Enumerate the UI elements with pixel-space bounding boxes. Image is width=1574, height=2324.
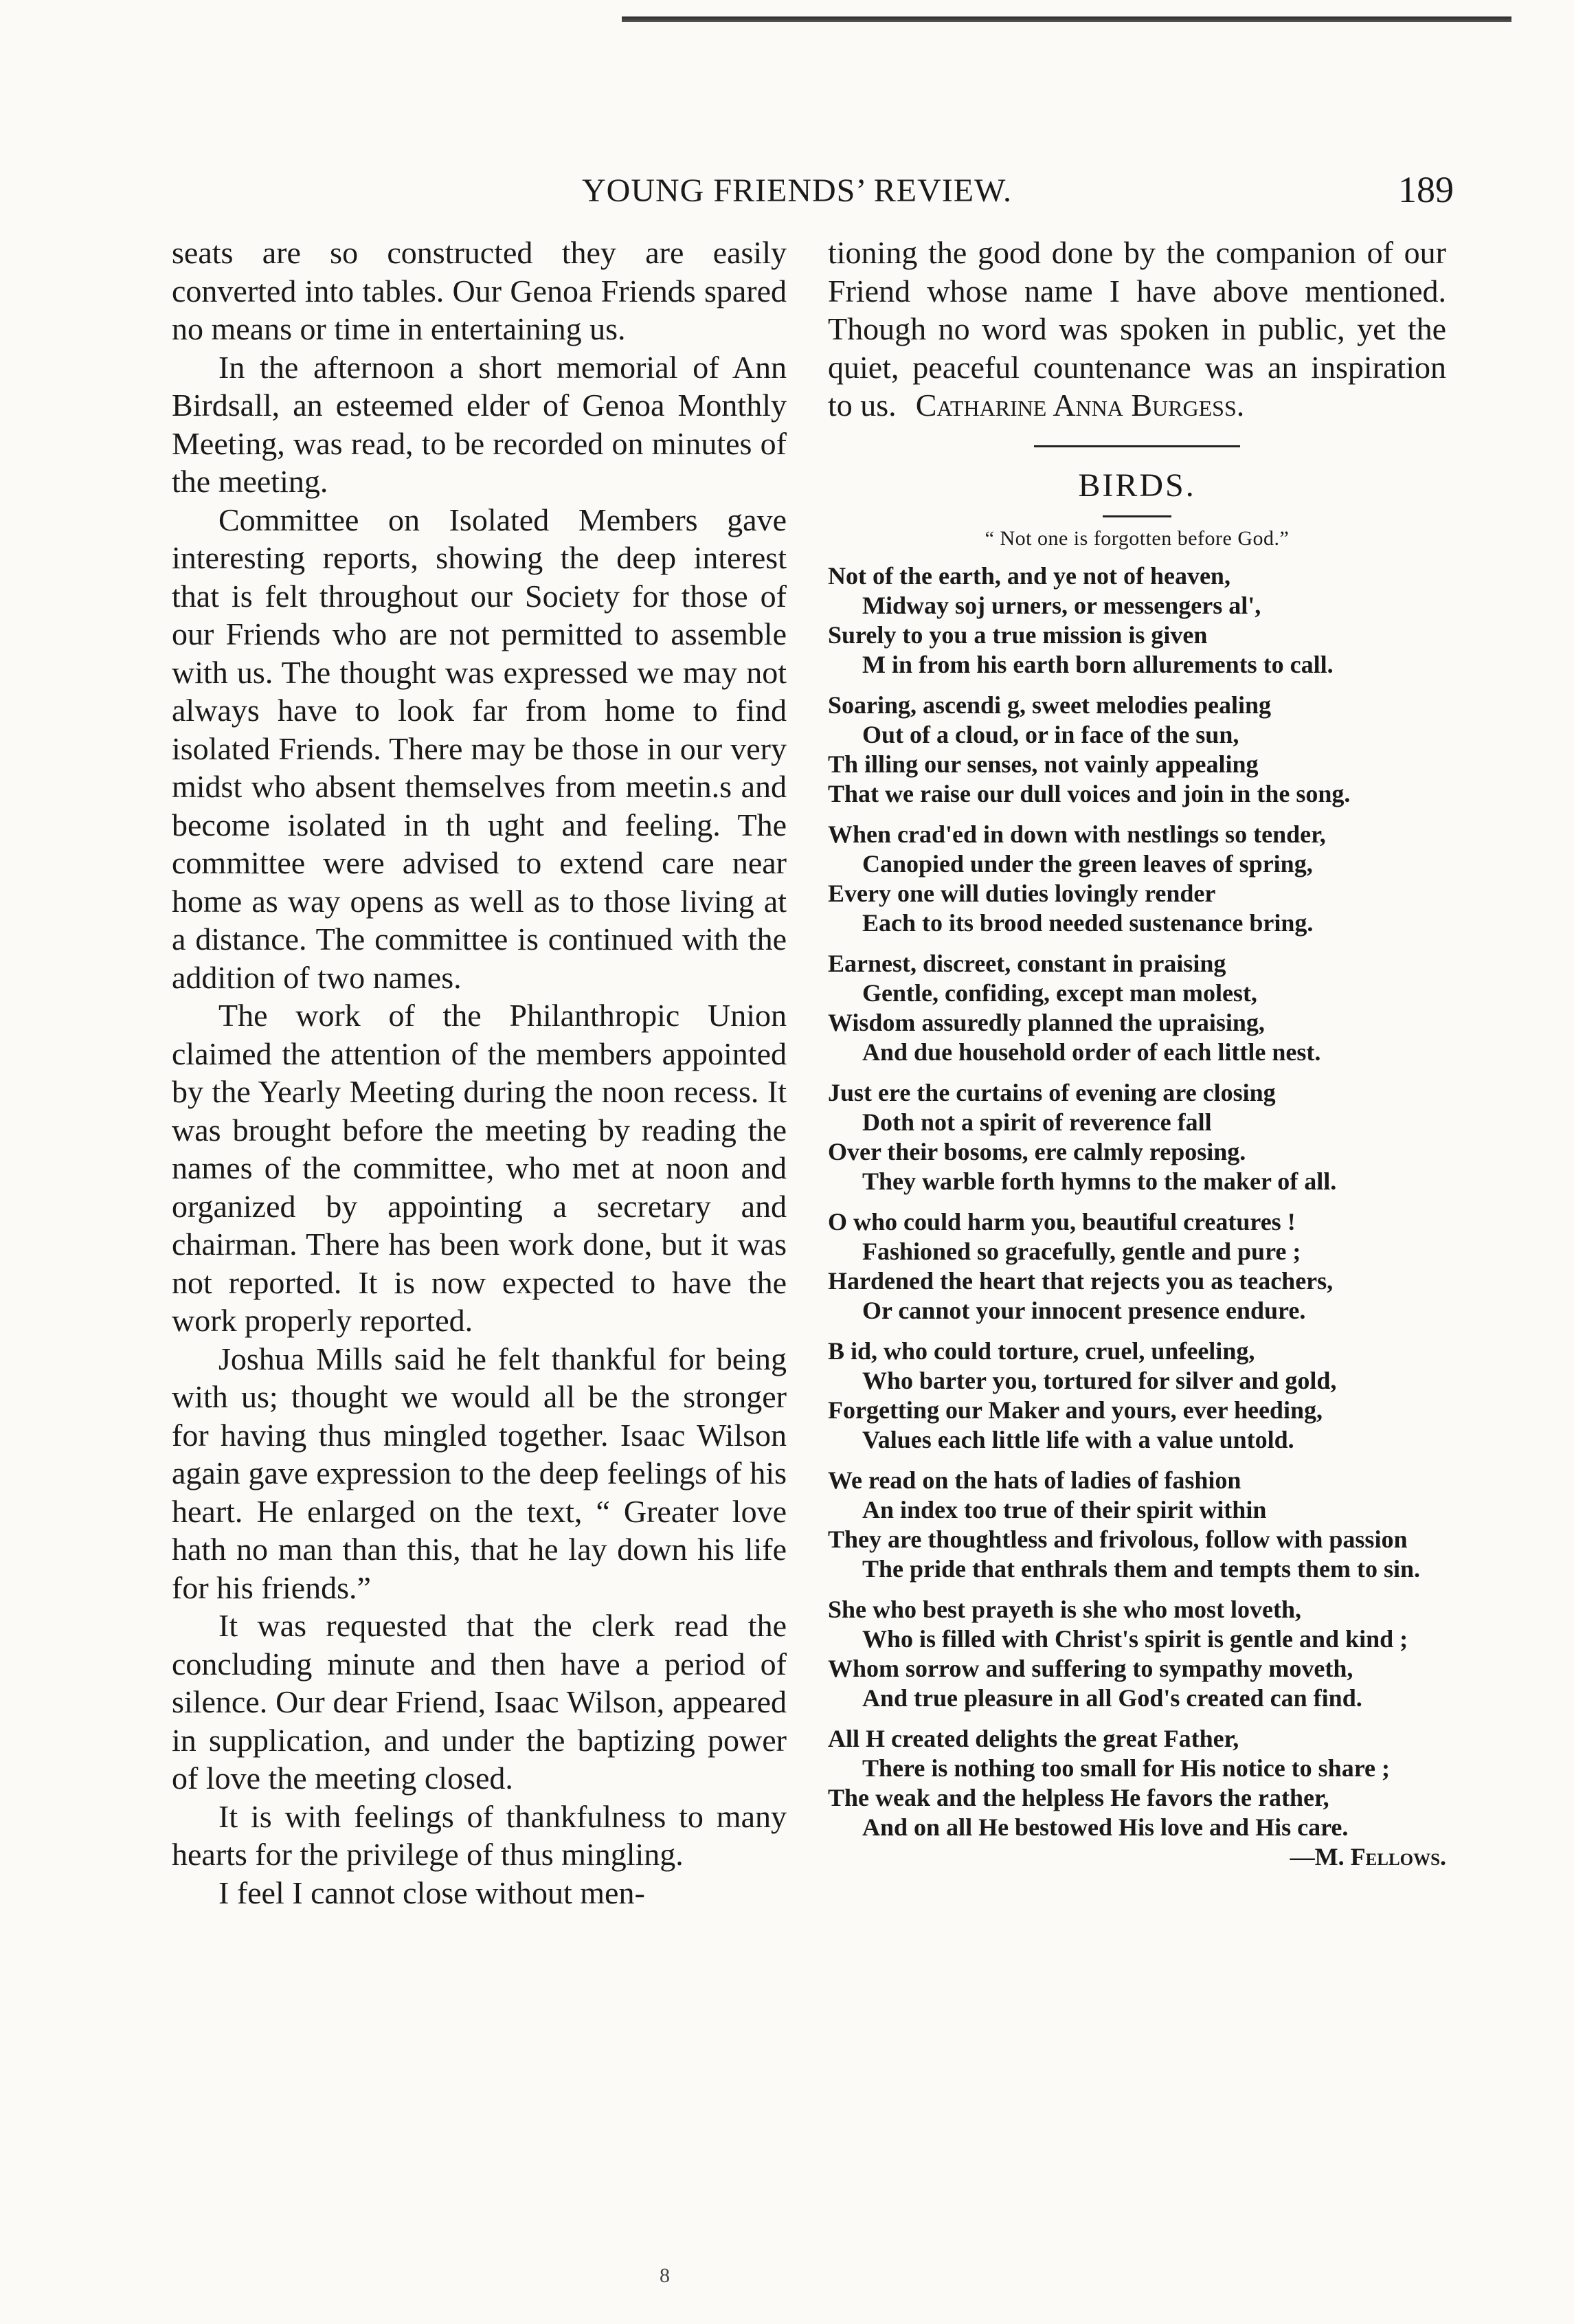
- left-column: [172, 234, 787, 1912]
- poem-line: Values each little life with a value untold.: [862, 1425, 1294, 1453]
- top-rule: [622, 16, 1511, 22]
- poem-line: Doth not a spirit of reverence fall: [862, 1108, 1212, 1136]
- stanza: [828, 691, 1446, 809]
- paragraph: seats are so constructed they are easily converted into tables. Our Genoa Friends spared no means or time in entertaining us.: [172, 235, 787, 346]
- section-divider: [1034, 445, 1240, 447]
- poem-line: Whom sorrow and suffering to sympathy moveth,: [828, 1654, 1353, 1682]
- poem-line: Gentle, confiding, except man molest,: [862, 979, 1257, 1007]
- author-row: [828, 1842, 1446, 1872]
- stanza: [828, 820, 1446, 938]
- right-column: [828, 234, 1446, 1872]
- poem-title: BIRDS.: [1078, 467, 1196, 504]
- poem-line: Wisdom assuredly planned the upraising,: [828, 1008, 1265, 1036]
- continuation-paragraph: [828, 234, 1446, 425]
- poem-line: Forgetting our Maker and yours, ever heeding,: [828, 1396, 1323, 1424]
- poem-line: We read on the hats of ladies of fashion: [828, 1466, 1241, 1494]
- poem-line: Over their bosoms, ere calmly reposing.: [828, 1137, 1246, 1165]
- poem-line: The pride that enthrals them and tempts them to sin.: [862, 1554, 1421, 1583]
- poem-line: Soaring, ascendi g, sweet melodies pealing: [828, 691, 1271, 719]
- poem-line: O who could harm you, beautiful creatures !: [828, 1207, 1296, 1236]
- poem-body: [828, 561, 1446, 1813]
- paragraph: I feel I cannot close without men-: [218, 1875, 645, 1910]
- stanza: [828, 1078, 1446, 1196]
- poem-line: Fashioned so gracefully, gentle and pure ;: [862, 1237, 1301, 1265]
- poem-line: B id, who could torture, cruel, unfeeling,: [828, 1337, 1255, 1365]
- poem-line: Just ere the curtains of evening are closing: [828, 1078, 1276, 1106]
- title-divider: [1103, 515, 1171, 517]
- poem-line: Earnest, discreet, constant in praising: [828, 949, 1226, 977]
- epigraph: “ Not one is forgotten before God.”: [985, 526, 1290, 550]
- poem-line: Th illing our senses, not vainly appealing: [828, 750, 1259, 778]
- poem-line: Midway soj urners, or messengers al',: [862, 591, 1261, 619]
- stanza: [828, 1595, 1446, 1713]
- running-title: YOUNG FRIENDS’ REVIEW.: [582, 172, 1012, 209]
- paragraph: Committee on Isolated Members gave interesting reports, showing the deep interest that is felt throughout our Society for those of our Friends who are not permitted to assemble with us. The thought was expressed we may not always have to look far from home to find isolated Friends. There may be those in our very midst who absent themselves from meetin.s and become isolated in th ught and feeling. The committee were advised to extend care near home as way opens as well as to those living at a distance. The committee is continued with the addition of two names.: [172, 502, 787, 995]
- poem-line: Who barter you, tortured for silver and gold,: [862, 1366, 1337, 1394]
- poem-line: All H created delights the great Father,: [828, 1724, 1239, 1752]
- poem-line: M in from his earth born allurements to call.: [862, 650, 1334, 678]
- poem-line: Or cannot your innocent presence endure.: [862, 1296, 1306, 1324]
- poem-line: Surely to you a true mission is given: [828, 621, 1208, 649]
- paragraph: It was requested that the clerk read the concluding minute and then have a period of silence. Our dear Friend, Isaac Wilson, appeared in supplication, and under the baptizing power of love the meeting closed.: [172, 1608, 787, 1796]
- poem-line: Every one will duties lovingly render: [828, 879, 1216, 907]
- poem-line: Out of a cloud, or in face of the sun,: [862, 720, 1239, 748]
- poem-line: Who is filled with Christ's spirit is gentle and kind ;: [862, 1624, 1408, 1653]
- final-line: And on all He bestowed His love and His care.: [862, 1813, 1349, 1841]
- poem-line: She who best prayeth is she who most loveth,: [828, 1595, 1302, 1623]
- paragraph: In the afternoon a short memorial of Ann Birdsall, an esteemed elder of Genoa Monthly Meeting, was read, to be recorded on minutes of the meeting.: [172, 349, 787, 499]
- poem-line: There is nothing too small for His notice to share ;: [862, 1754, 1390, 1782]
- stanza: [828, 1337, 1446, 1455]
- poem-line: That we raise our dull voices and join in the song.: [828, 779, 1351, 807]
- poem-line: And true pleasure in all God's created can find.: [862, 1684, 1362, 1712]
- stanza: [828, 561, 1446, 680]
- stanza: [828, 949, 1446, 1067]
- poem-line: Hardened the heart that rejects you as teachers,: [828, 1266, 1334, 1295]
- poem-line: The weak and the helpless He favors the rather,: [828, 1783, 1329, 1811]
- paragraph: The work of the Philanthropic Union claimed the attention of the members appointed by the Yearly Meeting during the noon recess. It was brought before the meeting by reading the names of the committee, who met at noon and organized by appointing a secretary and chairman. There has been work done, but it was not reported. It is now expected to have the work properly reported.: [172, 998, 787, 1338]
- paragraph: It is with feelings of thankfulness to many hearts for the privilege of thus mingling.: [172, 1798, 787, 1872]
- signature: Catharine Anna Burgess.: [915, 388, 1245, 423]
- continuation-text: tioning the good done by the companion of our Friend whose name I have above mentioned. Though no word was spoken in public, yet the quiet, peaceful countenance was an inspiration to us.: [828, 235, 1446, 423]
- poem-line: Not of the earth, and ye not of heaven,: [828, 561, 1230, 590]
- poem-line: They warble forth hymns to the maker of all.: [862, 1167, 1337, 1195]
- stanza: [828, 1466, 1446, 1584]
- poem-line: Each to its brood needed sustenance bring.: [862, 908, 1314, 937]
- paragraph: Joshua Mills said he felt thankful for being with us; thought we would all be the stronger for having thus mingled together. Isaac Wilson again gave expression to the deep feelings of his heart. He enlarged on the text, “ Greater love hath no man than this, that he lay down his life for his friends.”: [172, 1341, 787, 1605]
- poem-line: Canopied under the green leaves of spring,: [862, 849, 1313, 878]
- footer-mark: 8: [660, 2264, 670, 2287]
- poem-line: They are thoughtless and frivolous, follow with passion: [828, 1525, 1408, 1553]
- author: —M. Fellows.: [1290, 1842, 1446, 1870]
- final-line-row: [828, 1813, 1446, 1842]
- poem-line: When crad'ed in down with nestlings so tender,: [828, 820, 1326, 848]
- poem-line: An index too true of their spirit within: [862, 1495, 1267, 1523]
- stanza: [828, 1724, 1446, 1813]
- stanza: [828, 1207, 1446, 1326]
- page-number: 189: [1398, 169, 1454, 210]
- poem-line: And due household order of each little nest.: [862, 1038, 1321, 1066]
